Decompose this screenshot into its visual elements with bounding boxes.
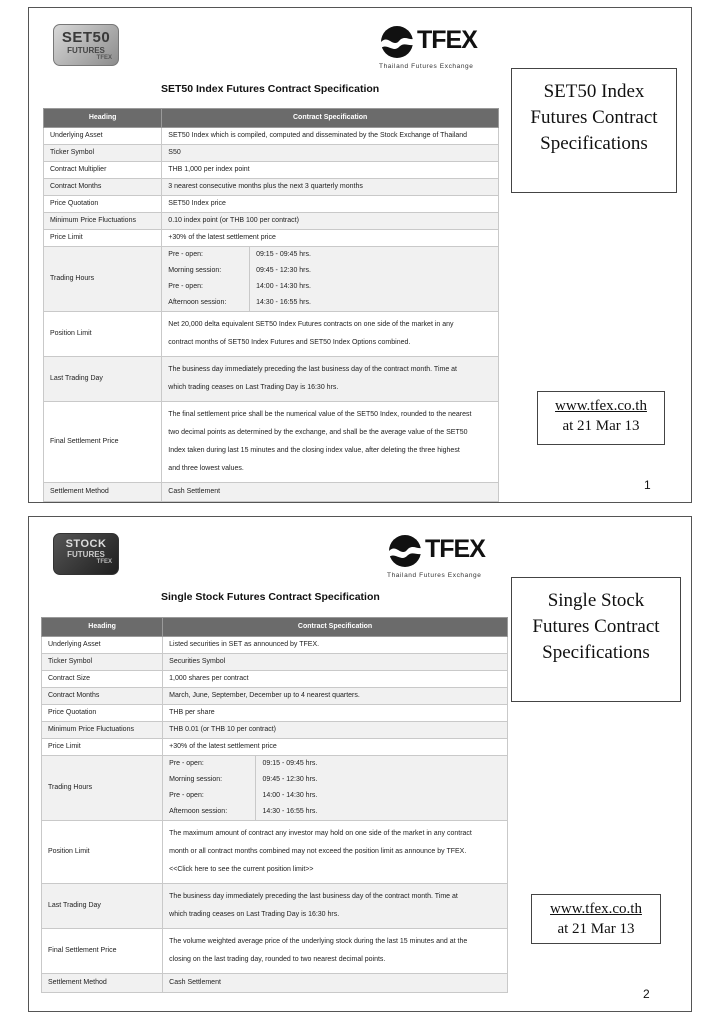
column-header: Heading [42,618,163,637]
table-row [44,357,499,402]
session-row [162,295,498,311]
table-row [44,196,499,213]
table-row-trading-hours [44,247,499,312]
spec-line: month or all contract months combined may not exceed the position limit as announce by TFEX. [169,848,467,855]
doc-title: SET50 Index Futures Contract Specification [161,83,380,95]
row-heading: Position Limit [42,821,163,884]
row-heading: Trading Hours [42,756,163,821]
session-time: 09:15 - 09:45 hrs. [250,247,498,263]
row-heading: Trading Hours [44,247,162,312]
trading-hours-table [162,247,498,311]
table-header-row [44,109,499,128]
session-row [163,756,507,772]
spec-line: contract months of SET50 Index Futures and SET50 Index Options combined. [168,339,411,346]
session-name: Morning session: [162,263,249,279]
tfex-wave-icon [387,533,423,569]
tfex-logo: TFEX Thailand Futures Exchange [387,535,485,579]
row-spec: SET50 Index price [162,196,499,213]
spec-line: The volume weighted average price of the underlying stock during the last 15 minutes and at the [169,938,468,945]
tfex-logo: TFEX Thailand Futures Exchange [379,26,477,70]
row-heading: Position Limit [44,312,162,357]
row-heading: Contract Multiplier [44,162,162,179]
spec-table [41,617,508,993]
session-name: Pre - open: [162,247,249,263]
page-number: 1 [644,478,651,492]
row-heading: Contract Months [42,688,163,705]
row-heading: Settlement Method [44,483,162,502]
row-heading: Price Quotation [42,705,163,722]
table-header-row [42,618,508,637]
source-link[interactable]: www.tfex.co.th [550,901,642,917]
row-heading: Underlying Asset [44,128,162,145]
column-header: Contract Specification [163,618,508,637]
spec-line: which trading ceases on Last Trading Day is 16:30 hrs. [168,384,339,391]
row-spec: +30% of the latest settlement price [162,230,499,247]
row-heading: Underlying Asset [42,637,163,654]
session-time: 14:30 - 16:55 hrs. [250,295,498,311]
row-heading: Final Settlement Price [42,929,163,974]
row-spec: SET50 Index which is compiled, computed and disseminated by the Stock Exchange of Thailand [162,128,499,145]
row-heading: Minimum Price Fluctuations [42,722,163,739]
table-row [44,179,499,196]
session-row [163,804,507,820]
session-row [163,788,507,804]
row-spec [163,929,508,974]
row-spec: Listed securities in SET as announced by TFEX. [163,637,508,654]
table-row [42,688,508,705]
spec-line: Net 20,000 delta equivalent SET50 Index Futures contracts on one side of the market in any [168,321,454,328]
row-heading: Contract Months [44,179,162,196]
session-row [162,263,498,279]
session-time: 14:00 - 14:30 hrs. [256,788,507,804]
doc-title: Single Stock Futures Contract Specification [161,591,380,603]
session-name: Pre - open: [163,756,256,772]
column-header: Heading [44,109,162,128]
session-name: Morning session: [163,772,256,788]
row-spec: 3 nearest consecutive months plus the next 3 quarterly months [162,179,499,196]
row-spec [162,312,499,357]
row-heading: Price Limit [42,739,163,756]
row-spec [162,357,499,402]
spec-line: Cash Settlement [169,979,221,986]
table-row [44,128,499,145]
row-heading: Last Trading Day [42,884,163,929]
table-row [42,637,508,654]
row-heading: Final Settlement Price [44,402,162,483]
spec-line: The business day immediately preceding the last business day of the contract month. Time at [169,893,458,900]
table-row [42,821,508,884]
slide-2 [28,516,692,1012]
session-name: Afternoon session: [163,804,256,820]
table-row [42,884,508,929]
table-row [42,739,508,756]
source-link[interactable]: www.tfex.co.th [555,398,647,414]
table-row [42,705,508,722]
column-header: Contract Specification [162,109,499,128]
session-row [163,772,507,788]
row-spec [162,483,499,502]
product-logo: SET50 FUTURES TFEX [53,24,119,66]
table-row [42,722,508,739]
product-logo: STOCK FUTURES TFEX [53,533,119,575]
source-date: at 21 Mar 13 [557,921,635,937]
session-row [162,279,498,295]
row-spec: S50 [162,145,499,162]
row-heading: Minimum Price Fluctuations [44,213,162,230]
table-row [42,974,508,993]
row-spec: +30% of the latest settlement price [163,739,508,756]
spec-line: Cash Settlement [168,488,221,495]
row-spec: 0.10 index point (or THB 100 per contract) [162,213,499,230]
slide-title-note: SET50 Index Futures Contract Specifications [511,68,677,193]
table-row [44,230,499,247]
table-row [42,671,508,688]
row-spec: THB 1,000 per index point [162,162,499,179]
spec-line: The maximum amount of contract any investor may hold on one side of the market in any contract [169,830,472,837]
page-number: 2 [643,987,650,1001]
row-spec: Securities Symbol [163,654,508,671]
row-spec: March, June, September, December up to 4 nearest quarters. [163,688,508,705]
row-spec [162,402,499,483]
row-heading: Ticker Symbol [42,654,163,671]
spec-line: The business day immediately preceding the last business day of the contract month. Time at [168,366,458,373]
table-row [44,213,499,230]
spec-line: which trading ceases on Last Trading Day is 16:30 hrs. [169,911,340,918]
session-time: 14:00 - 14:30 hrs. [250,279,498,295]
row-heading: Price Limit [44,230,162,247]
session-time: 09:45 - 12:30 hrs. [250,263,498,279]
row-heading: Last Trading Day [44,357,162,402]
table-row [44,483,499,502]
row-spec [163,974,508,993]
row-heading: Settlement Method [42,974,163,993]
row-heading: Price Quotation [44,196,162,213]
source-note [537,391,665,445]
table-row-trading-hours [42,756,508,821]
slide-1 [28,7,692,503]
slide-title-note: Single Stock Futures Contract Specifications [511,577,681,702]
row-spec [163,821,508,884]
table-row [44,162,499,179]
table-row [44,312,499,357]
spec-line: closing on the last trading day, rounded to two nearest decimal points. [169,956,386,963]
tfex-wave-icon [379,24,415,60]
table-row [44,402,499,483]
session-name: Pre - open: [163,788,256,804]
row-spec: THB 0.01 (or THB 10 per contract) [163,722,508,739]
row-spec: THB per share [163,705,508,722]
source-note [531,894,661,944]
session-name: Afternoon session: [162,295,249,311]
spec-line: Index taken during last 15 minutes and the closing index value, after deleting the three highest [168,447,460,454]
session-time: 09:45 - 12:30 hrs. [256,772,507,788]
table-row [42,929,508,974]
session-name: Pre - open: [162,279,249,295]
session-row [162,247,498,263]
table-row [44,145,499,162]
spec-line: and three lowest values. [168,465,244,472]
position-limit-link[interactable]: <<Click here to see the current position limit>> [169,866,314,873]
spec-table [43,108,499,502]
source-date: at 21 Mar 13 [562,418,640,434]
row-heading: Contract Size [42,671,163,688]
session-time: 14:30 - 16:55 hrs. [256,804,507,820]
spec-line: two decimal points as determined by the exchange, and shall be the average value of the SET50 [168,429,468,436]
table-row [42,654,508,671]
trading-hours-table [163,756,507,820]
row-spec [163,884,508,929]
row-spec: 1,000 shares per contract [163,671,508,688]
row-heading: Ticker Symbol [44,145,162,162]
spec-line: The final settlement price shall be the numerical value of the SET50 Index, rounded to the nearest [168,411,472,418]
session-time: 09:15 - 09:45 hrs. [256,756,507,772]
